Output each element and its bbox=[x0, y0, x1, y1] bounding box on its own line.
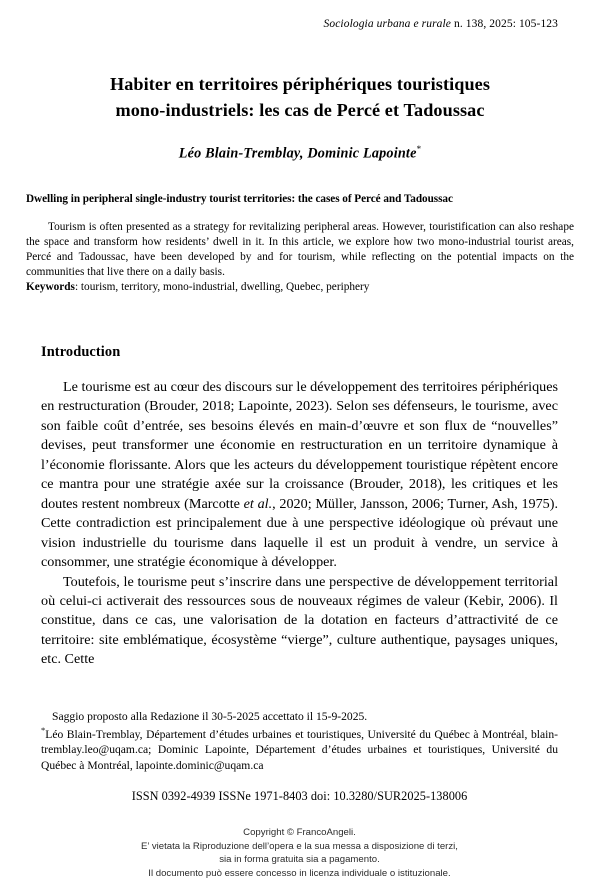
keywords-line bbox=[26, 280, 574, 295]
abstract-body: Tourism is often presented as a strategy for revitalizing peripheral areas. However, touristification can also reshape the space and transform how residents’ dwell in it. In this article, we explore how two mono-industrial tourist areas, Percé and Tadoussac, have been developed by and for tourism, while reflecting on the potential impacts on the communities that live there on a daily basis. bbox=[26, 220, 574, 279]
article-title-line-1: Habiter en territoires périphériques touristiques bbox=[109, 74, 491, 94]
footnote-affiliations bbox=[41, 725, 558, 774]
copyright-line-3: sia in forma gratuita sia a pagamento. bbox=[219, 854, 380, 866]
keywords-value: : tourism, territory, mono-industrial, dwelling, Quebec, periphery bbox=[74, 281, 370, 294]
footnote-block bbox=[41, 709, 558, 773]
body-text bbox=[41, 378, 558, 670]
body-paragraph-1 bbox=[41, 378, 558, 573]
english-title: Dwelling in peripheral single-industry tourist territories: the cases of Percé and Tadoussac bbox=[26, 193, 453, 205]
page-title bbox=[42, 72, 558, 124]
keywords-label: Keywords bbox=[26, 281, 75, 294]
footnote-submission-note: Saggio proposto alla Redazione il 30-5-2025 accettato il 15-9-2025. bbox=[52, 710, 368, 723]
body-paragraph-2: Toutefois, le tourisme peut s’inscrire dans une perspective de développement territorial où celui-ci activerait des ressources sous de nouveaux régimes de valeur (Kebir, 2006). Il constitue, dans ce cas, une valorisation de la dotation en facteurs d’attractivité de ce territoire: site emblématique, écosystème “vierge”, culture authentique, paysages uniques, etc. Cette bbox=[41, 573, 558, 668]
copyright-line-2: E’ vietata la Riproduzione dell’opera e la sua messa a disposizione di terzi, bbox=[141, 840, 458, 852]
journal-name: Sociologia urbana e rurale bbox=[323, 18, 452, 30]
author-footnote-marker: * bbox=[416, 143, 422, 154]
copyright-line-4: Il documento può essere concesso in licenza individuale o istituzionale. bbox=[148, 867, 451, 879]
author-list bbox=[42, 144, 558, 163]
section-heading-introduction: Introduction bbox=[41, 344, 121, 360]
paragraph-1-part-2: , 2020; Müller, Jansson, 2006; Turner, Ash, 1975). Cette contradiction est principalement due à une perspective idéologique où prévaut une vision industrielle du tourisme dans laquelle il est un produit à vendre, un service à consommer, une stratégie économique à développer. bbox=[41, 495, 558, 571]
abstract-block bbox=[26, 192, 574, 295]
paragraph-1-et-al: et al. bbox=[243, 495, 273, 512]
issn-doi-line: ISSN 0392-4939 ISSNe 1971-8403 doi: 10.3280/SUR2025-138006 bbox=[131, 789, 468, 803]
journal-issue-info: n. 138, 2025: 105-123 bbox=[451, 18, 558, 30]
title-block bbox=[42, 72, 558, 162]
copyright-line-1: Copyright © FrancoAngeli. bbox=[243, 827, 356, 838]
author-names: Léo Blain-Tremblay, Dominic Lapointe bbox=[178, 145, 417, 162]
article-title-line-2: mono-industriels: les cas de Percé et Tadoussac bbox=[115, 99, 485, 120]
footnote-marker: * bbox=[41, 724, 46, 735]
running-head bbox=[324, 18, 558, 30]
copyright-block bbox=[41, 826, 558, 880]
footnote-affiliations-text: Léo Blain-Tremblay, Département d’études urbaines et touristiques, Université du Québec à Montréal, blain-tremblay.leo@uqam.ca; Dominic Lapointe, Département d’études urbaines et touristiques, Université du Québec à Montréal, lapointe.dominic@uqam.ca bbox=[41, 727, 558, 772]
paragraph-1-part-1: Le tourisme est au cœur des discours sur le développement des territoires périphériques en restructuration (Brouder, 2018; Lapointe, 2023). Selon ses défenseurs, le tourisme, avec son faible coût d’entrée, ses besoins élevés en main-d’œuvre et son flux de “nouvelles” devises, peut transformer une économie en restructuration en un territoire dynamique à l’économie florissante. Alors que les acteurs du développement touristique répètent encore ce mantra pour une stratégie axée sur la croissance (Brouder, 2018), les critiques et les doutes restent nombreux (Marcotte bbox=[41, 379, 558, 512]
abstract-text bbox=[26, 220, 574, 280]
